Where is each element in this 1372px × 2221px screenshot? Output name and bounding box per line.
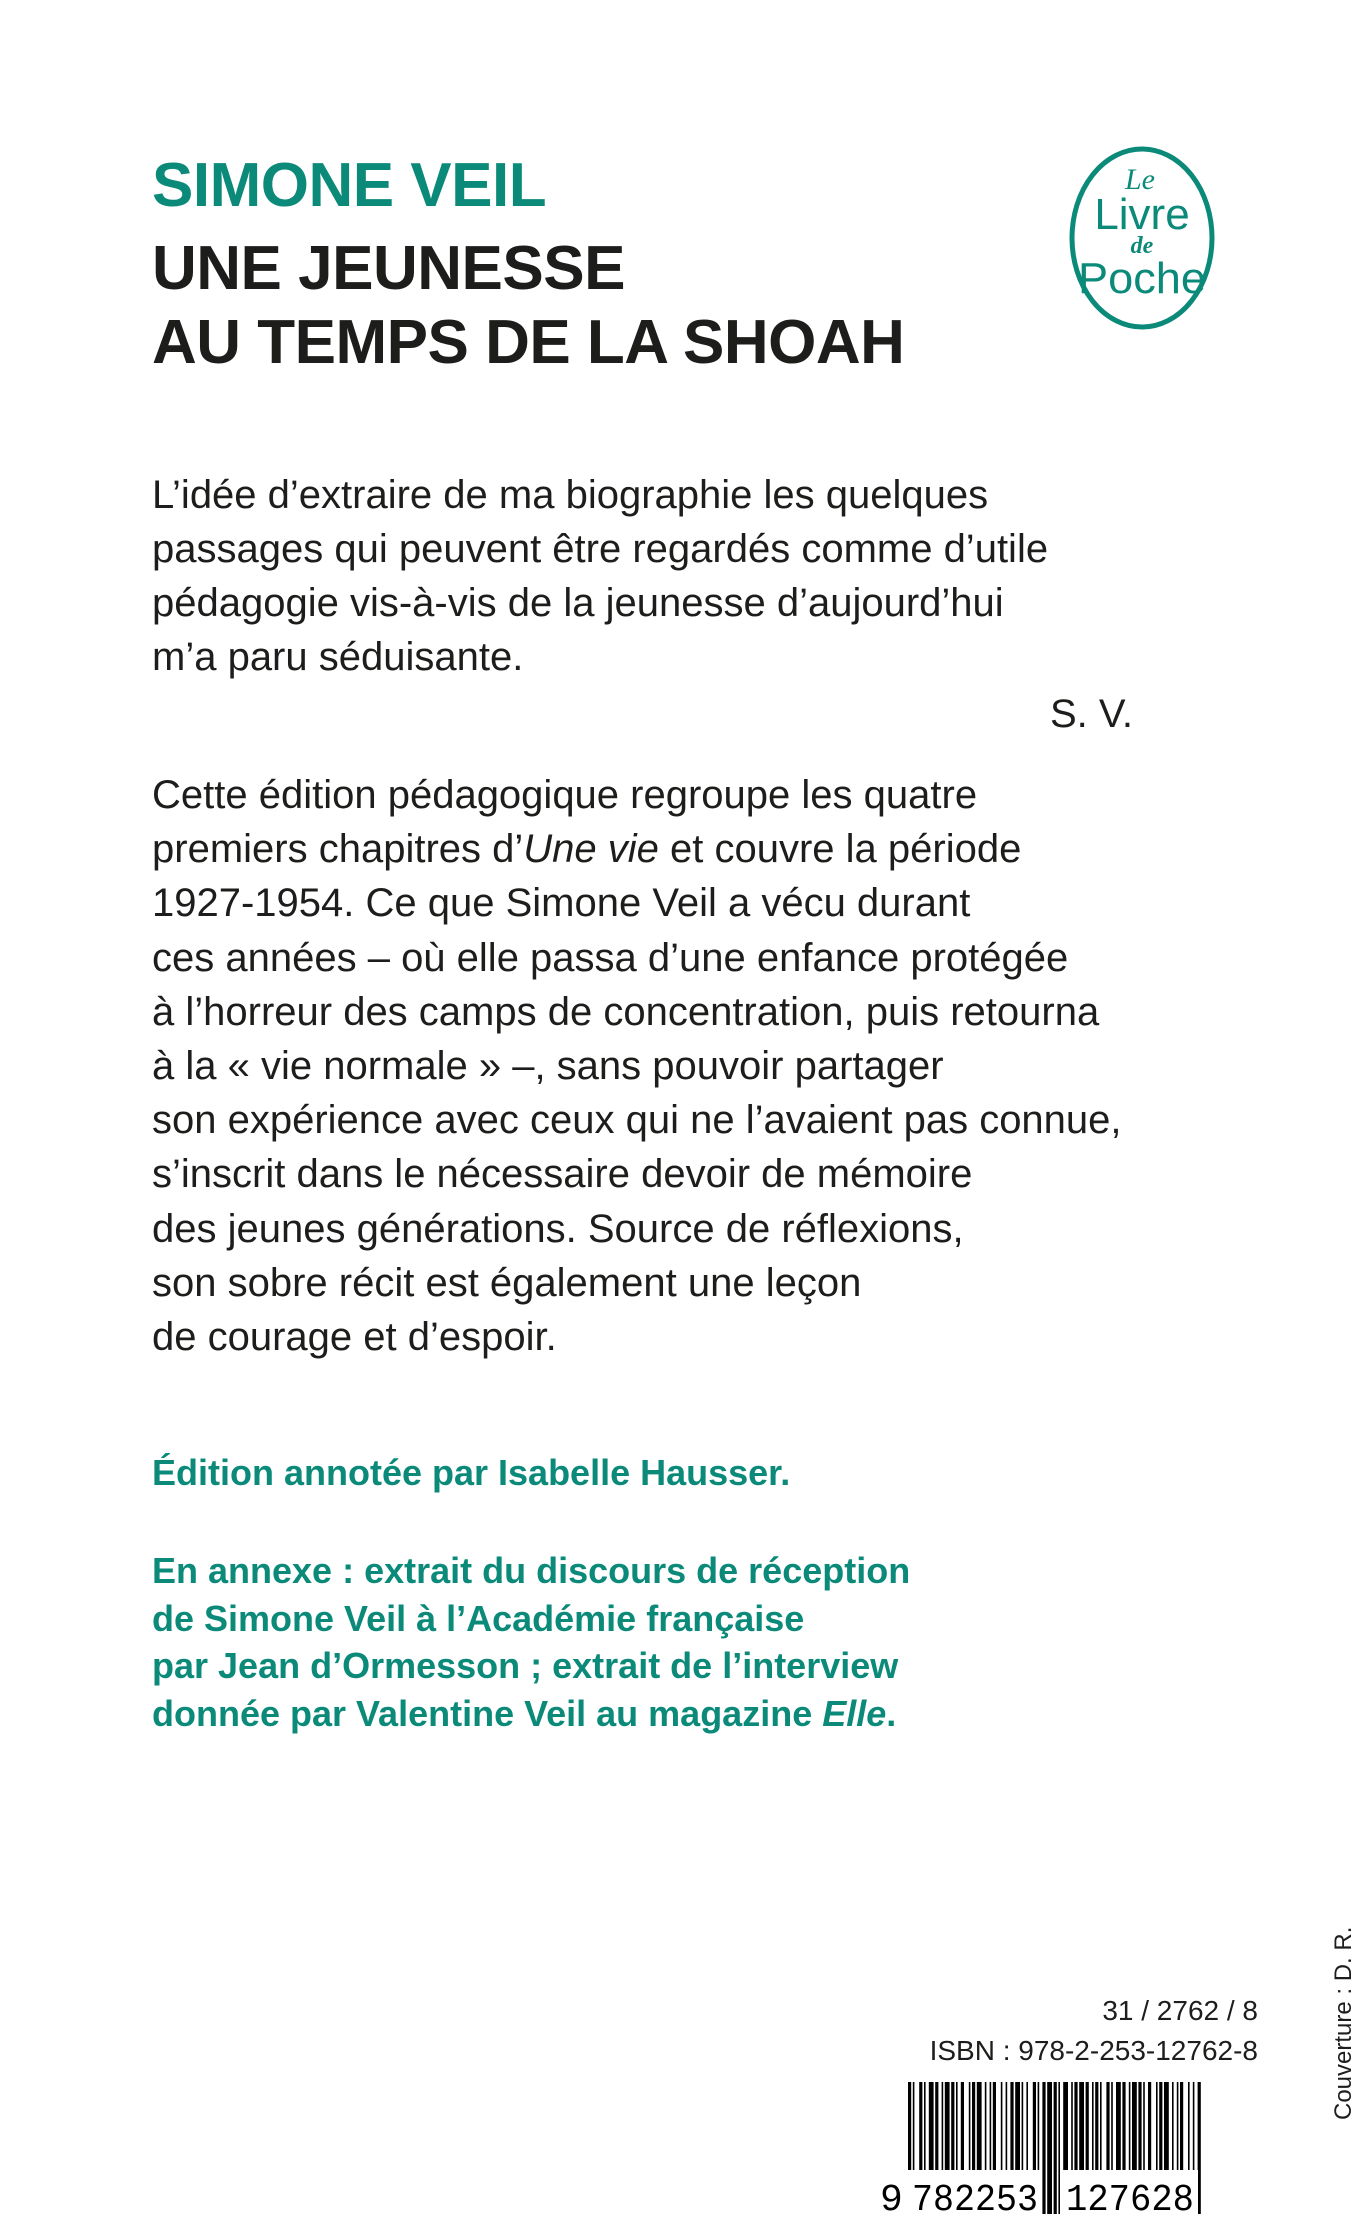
annexe-note <box>152 1547 910 1737</box>
livre-de-poche-logo <box>1066 143 1218 333</box>
description-line: Cette édition pédagogique regroupe les quatre <box>152 773 978 817</box>
description-line: 1927-1954. Ce que Simone Veil a vécu durant <box>152 881 971 926</box>
barcode-digit-first: 9 <box>880 2179 903 2214</box>
annexe-line: de Simone Veil à l’Académie française <box>152 1597 805 1639</box>
description-line: des jeunes générations. Source de réflexions, <box>152 1206 964 1251</box>
quote-line: L’idée d’extraire de ma biographie les quelques <box>152 473 989 517</box>
annexe-line: En annexe : extrait du discours de réception <box>152 1550 911 1591</box>
annexe-line: par Jean d’Ormesson ; extrait de l’interview <box>152 1645 899 1686</box>
description-line: à l’horreur des camps de concentration, puis retourna <box>152 989 1100 1034</box>
book-description <box>152 768 1252 1364</box>
logo-text-le: Le <box>1125 163 1155 196</box>
quote-line: passages qui peuvent être regardés comme d’utile <box>152 527 1049 571</box>
quote-line: m’a paru séduisante. <box>152 635 524 679</box>
description-line: premiers chapitres d’Une vie et couvre la période <box>152 827 1022 872</box>
barcode-group-left: 782253 <box>912 2179 1038 2214</box>
author-quote <box>152 468 1152 684</box>
description-line: de courage et d’espoir. <box>152 1315 557 1360</box>
quote-signature: S. V. <box>1050 692 1134 736</box>
reference-code: 31 / 2762 / 8 <box>1102 1995 1258 2026</box>
magazine-title-italic: Elle <box>822 1692 887 1734</box>
isbn-barcode <box>878 2082 1268 2214</box>
description-line: son expérience avec ceux qui ne l’avaient pas connue, <box>152 1098 1122 1143</box>
description-line: s’inscrit dans le nécessaire devoir de mémoire <box>152 1152 973 1197</box>
title-line: UNE JEUNESSE <box>152 234 625 303</box>
description-line: à la « vie normale » –, sans pouvoir partager <box>152 1044 944 1089</box>
annotation-credit: Édition annotée par Isabelle Hausser. <box>152 1452 791 1493</box>
cover-credit: Couverture : D. R. <box>1330 1926 1357 2120</box>
description-line: ces années – où elle passa d’une enfance protégée <box>152 935 1069 980</box>
book-title-italic: Une vie <box>523 827 659 872</box>
author-name: SIMONE VEIL <box>152 151 547 220</box>
isbn-number: ISBN : 978-2-253-12762-8 <box>929 2035 1258 2066</box>
description-line: son sobre récit est également une leçon <box>152 1260 862 1305</box>
logo-text-livre: Livre <box>1094 190 1190 239</box>
logo-text-de: de <box>1130 233 1154 259</box>
book-title <box>152 232 904 380</box>
barcode-group-right: 127628 <box>1066 2179 1194 2214</box>
logo-text-poche: Poche <box>1078 254 1206 303</box>
title-line: AU TEMPS DE LA SHOAH <box>152 308 905 377</box>
quote-line: pédagogie vis-à-vis de la jeunesse d’aujourd’hui <box>152 581 1004 625</box>
annexe-line: donnée par Valentine Veil au magazine Elle. <box>152 1692 897 1734</box>
